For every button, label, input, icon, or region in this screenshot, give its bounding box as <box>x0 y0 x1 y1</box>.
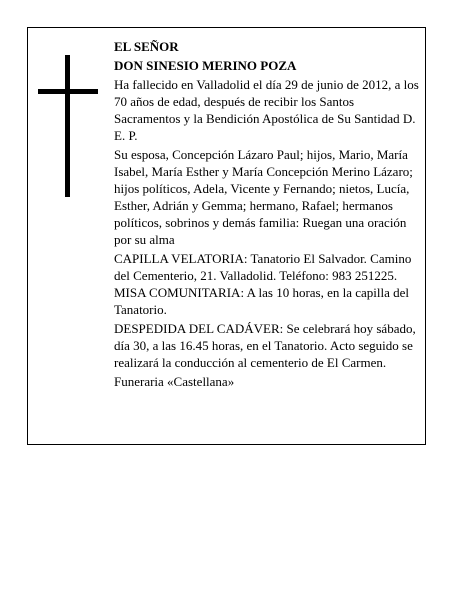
deceased-name: DON SINESIO MERINO POZA <box>114 58 297 73</box>
notice-title: EL SEÑOR <box>114 39 179 54</box>
farewell-info: DESPEDIDA DEL CADÁVER: Se celebrará hoy sábado, día 30, a las 16.45 horas, en el Tanatorio. Acto seguido se realizará la conducción al cementerio de El Carmen. <box>114 321 416 370</box>
chapel-and-mass-info: CAPILLA VELATORIA: Tanatorio El Salvador. Camino del Cementerio, 21. Valladolid. Teléfono: 983 251225. MISA COMUNITARIA: A las 10 horas, en la capilla del Tanatorio. <box>114 251 412 317</box>
cross-horizontal-bar <box>38 89 98 94</box>
notice-text <box>114 38 419 392</box>
family-list: Su esposa, Concepción Lázaro Paul; hijos, Mario, María Isabel, María Esther y María Concepción Merino Lázaro; hijos políticos, Adela, Vicente y Fernando; nietos, Lucía, Esther, Adrián y Gemma; hermano, Rafael; hermanos políticos, sobrinos y demás familia: Ruegan una oración por su alma <box>114 147 413 247</box>
cross-icon <box>38 55 98 197</box>
funeral-home: Funeraria «Castellana» <box>114 374 235 389</box>
cross-vertical-bar <box>65 55 70 197</box>
death-announcement: Ha fallecido en Valladolid el día 29 de junio de 2012, a los 70 años de edad, después de recibir los Santos Sacramentos y la Bendición Apostólica de Su Santidad D. E. P. <box>114 77 419 143</box>
